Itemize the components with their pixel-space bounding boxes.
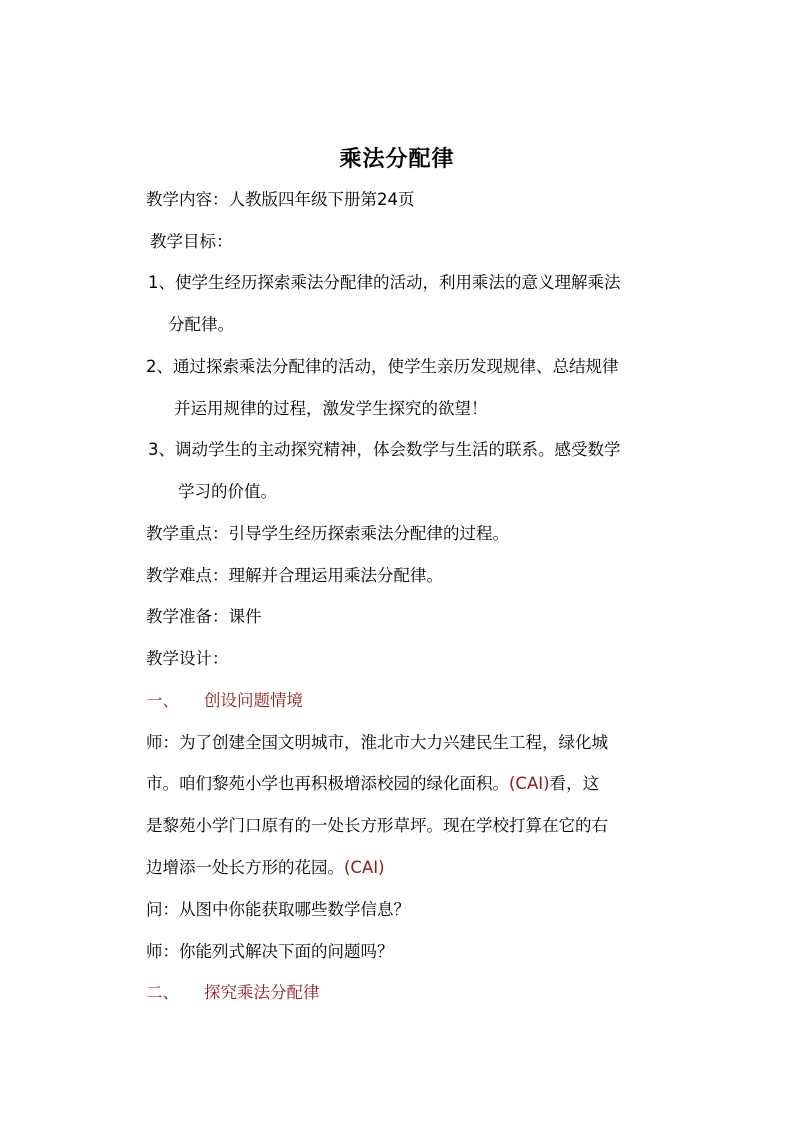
teacher-line-4-text: 边增添一处长方形的花园。: [146, 858, 344, 877]
teacher-line-2-end: 看，这: [549, 774, 600, 793]
goal-3-line-1: 3、调动学生的主动探究精神，体会数学与生活的联系。感受数学: [148, 440, 621, 459]
cai-marker-1: (CAI): [509, 774, 550, 793]
teaching-content: 教学内容：人教版四年级下册第24页: [146, 190, 415, 209]
goal-2-line-2: 并运用规律的过程，激发学生探究的欲望！: [174, 399, 488, 418]
goal-2-line-1: 2、通过探索乘法分配律的活动，使学生亲历发现规律、总结规律: [146, 357, 619, 376]
teaching-goals-heading: 教学目标：: [150, 232, 233, 251]
section-1-text: 创设问题情境: [204, 691, 303, 710]
teaching-key-point: 教学重点：引导学生经历探索乘法分配律的过程。: [146, 524, 509, 543]
question-line: 问：从图中你能获取哪些数学信息？: [146, 900, 410, 919]
cai-marker-2: (CAI): [344, 858, 385, 877]
document-title: 乘法分配律: [339, 147, 455, 172]
teacher-line-3: 是黎苑小学门口原有的一处长方形草坪。现在学校打算在它的右: [146, 816, 608, 835]
section-2-text: 探究乘法分配律: [204, 983, 320, 1002]
teaching-difficulty: 教学难点：理解并合理运用乘法分配律。: [146, 566, 443, 585]
teaching-design: 教学设计：: [146, 649, 229, 668]
goal-3-line-2: 学习的价值。: [178, 482, 277, 501]
teacher-line-2-text: 市。咱们黎苑小学也再积极增添校园的绿化面积。: [146, 774, 509, 793]
section-1-heading: [146, 689, 303, 713]
teacher-question-line: 师：你能列式解决下面的问题吗？: [146, 942, 394, 961]
teacher-line-1: 师：为了创建全国文明城市，淮北市大力兴建民生工程，绿化城: [146, 733, 608, 752]
teaching-preparation: 教学准备：课件: [146, 607, 262, 626]
teacher-line-4: [146, 856, 385, 880]
goal-1-line-1: 1、使学生经历探索乘法分配律的活动，利用乘法的意义理解乘法: [148, 273, 621, 292]
teacher-line-2: [146, 772, 599, 796]
goal-1-line-2: 分配律。: [168, 315, 234, 334]
section-2-number: 二、: [146, 983, 179, 1002]
section-2-heading: [146, 981, 320, 1005]
section-1-number: 一、: [146, 691, 179, 710]
